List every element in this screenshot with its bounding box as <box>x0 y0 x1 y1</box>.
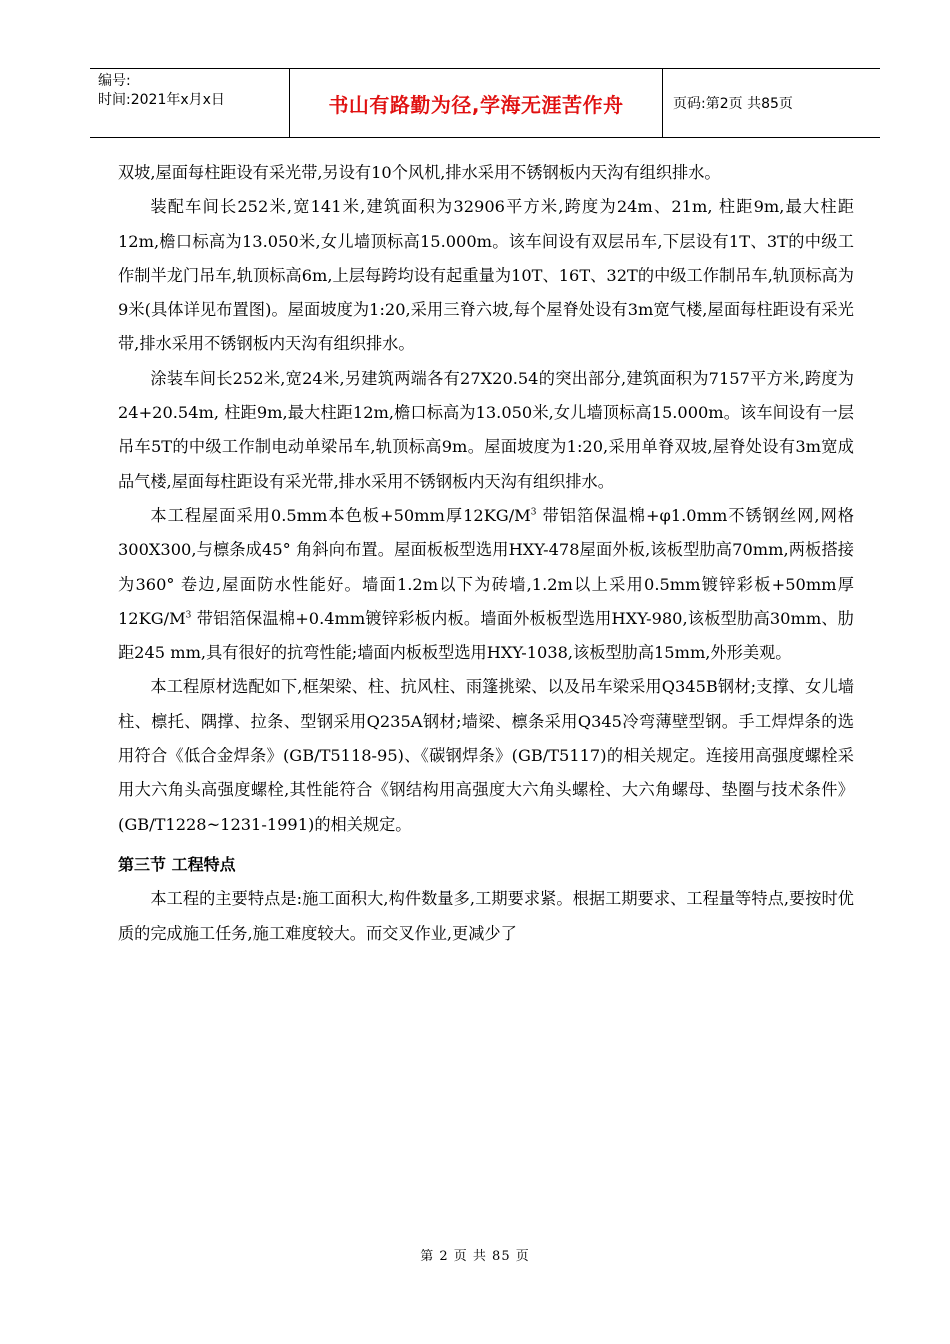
header-motto: 书山有路勤为径,学海无涯苦作舟 <box>290 69 663 137</box>
paragraph <box>118 499 854 670</box>
text-run: 带铝箔保温棉+φ1.0mm不锈钢丝网,网格300X300,与檩条成45° 角斜向布置。屋面板板型选用HXY-478屋面外板,该板型肋高70mm,两板搭接为360° 卷边,屋面防水性能好。墙面1.2m以下为砖墙,1.2m以上采用0.5mm镀锌彩板+50mm厚12KG/M <box>118 505 854 628</box>
paragraph: 本工程原材选配如下,框架梁、柱、抗风柱、雨篷挑梁、以及吊车梁采用Q345B钢材;支撑、女儿墙柱、檩托、隅撑、拉条、型钢采用Q235A钢材;墙梁、檩条采用Q345冷弯薄壁型钢。手工焊焊条的选用符合《低合金焊条》(GB/T5118-95)、《碳钢焊条》(GB/T5117)的相关规定。连接用高强度螺栓采用大六角头高强度螺栓,其性能符合《钢结构用高强度大六角头螺栓、大六角螺母、垫圈与技术条件》(GB/T1228~1231-1991)的相关规定。 <box>118 677 854 834</box>
page-footer: 第 2 页 共 85 页 <box>420 1249 530 1264</box>
document-time-label: 时间:2021年x月x日 <box>98 92 225 108</box>
superscript: 3 <box>185 610 192 621</box>
superscript: 3 <box>530 507 537 518</box>
paragraph: 涂装车间长252米,宽24米,另建筑两端各有27X20.54的突出部分,建筑面积为7157平方米,跨度为24+20.54m, 柱距9m,最大柱距12m,檐口标高为13.050米,女儿墙顶标高15.000m。该车间设有一层吊车5T的中级工作制电动单梁吊车,轨顶标高9m。屋面坡度为1:20,采用单脊双坡,屋脊处设有3m宽成品气楼,屋面每柱距设有采光带,排水采用不锈钢板内天沟有组织排水。 <box>118 368 854 491</box>
text-run: 带铝箔保温棉+0.4mm镀锌彩板内板。墙面外板板型选用HXY-980,该板型肋高30mm、肋距245 mm,具有很好的抗弯性能;墙面内板板型选用HXY-1038,该板型肋高15mm,外形美观。 <box>118 608 854 663</box>
text-run: 本工程屋面采用0.5mm本色板+50mm厚12KG/M <box>150 505 531 525</box>
paragraph: 双坡,屋面每柱距设有采光带,另设有10个风机,排水采用不锈钢板内天沟有组织排水。 <box>118 163 721 182</box>
paragraph: 本工程的主要特点是:施工面积大,构件数量多,工期要求紧。根据工期要求、工程量等特点,要按时优质的完成施工任务,施工难度较大。而交叉作业,更减少了 <box>118 889 854 943</box>
header-page-number: 页码:第2页 共85页 <box>673 96 793 112</box>
section-title: 第三节 工程特点 <box>118 854 236 874</box>
header-meta <box>90 69 290 137</box>
document-number-label: 编号: <box>98 73 131 89</box>
paragraph: 装配车间长252米,宽141米,建筑面积为32906平方米,跨度为24m、21m, 柱距9m,最大柱距12m,檐口标高为13.050米,女儿墙顶标高15.000m。该车间设有双层吊车,下层设有1T、3T的中级工作制半龙门吊车,轨顶标高6m,上层每跨均设有起重量为10T、16T、32T的中级工作制吊车,轨顶标高为9米(具体详见布置图)。屋面坡度为1:20,采用三脊六坡,每个屋脊处设有3m宽气楼,屋面每柱距设有采光带,排水采用不锈钢板内天沟有组织排水。 <box>118 197 854 354</box>
page-header <box>90 68 880 138</box>
document-body <box>118 156 854 951</box>
